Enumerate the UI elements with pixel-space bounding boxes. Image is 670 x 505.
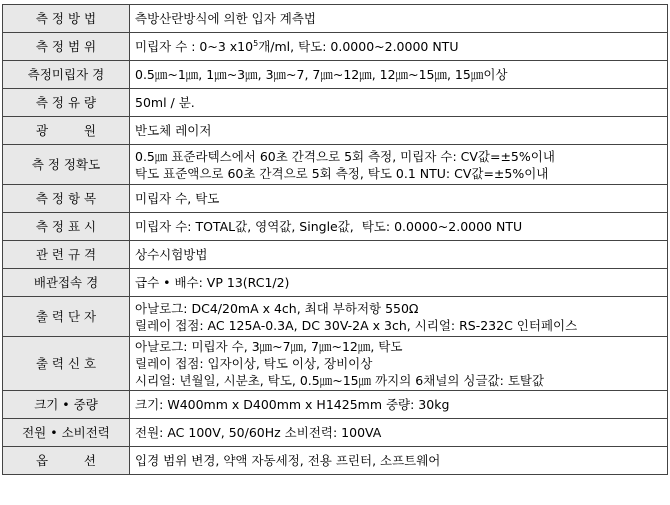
- row-label: 전원 • 소비전력: [3, 419, 130, 447]
- row-value: [130, 185, 668, 213]
- row-label: 측 정 정확도: [3, 145, 130, 185]
- table-row: [3, 213, 668, 241]
- table-row: [3, 391, 668, 419]
- table-row: [3, 89, 668, 117]
- row-label: 측 정 항 목: [3, 185, 130, 213]
- spec-table: [2, 4, 668, 475]
- row-label: 측정미립자 경: [3, 61, 130, 89]
- row-value: [130, 391, 668, 419]
- row-value: [130, 297, 668, 337]
- table-row: [3, 297, 668, 337]
- row-value: [130, 117, 668, 145]
- value-text: 개/ml, 탁도: 0.0000~2.0000 NTU: [258, 39, 459, 54]
- table-row: [3, 5, 668, 33]
- row-value: [130, 419, 668, 447]
- value-line: 0.5㎛ 표준라텍스에서 60초 간격으로 5회 측정, 미립자 수: CV값=±5%이내: [135, 148, 555, 164]
- row-value: [130, 447, 668, 475]
- table-row: [3, 447, 668, 475]
- row-value: [130, 337, 668, 391]
- table-row: [3, 145, 668, 185]
- row-value: [130, 241, 668, 269]
- value-line: 릴레이 접점: AC 125A-0.3A, DC 30V-2A x 3ch, 시리얼: RS-232C 인터페이스: [135, 317, 578, 333]
- row-value: [130, 145, 668, 185]
- row-label: 관 련 규 격: [3, 241, 130, 269]
- row-value: [130, 89, 668, 117]
- row-label: 측 정 방 법: [3, 5, 130, 33]
- value-line: 50ml / 분.: [135, 95, 195, 110]
- table-row: [3, 241, 668, 269]
- value-line: 아날로그: DC4/20mA x 4ch, 최대 부하저항 550Ω: [135, 300, 419, 316]
- row-label: 출 력 단 자: [3, 297, 130, 337]
- value-line: 탁도 표준액으로 60초 간격으로 5회 측정, 탁도 0.1 NTU: CV값=±5%이내: [135, 165, 549, 181]
- value-line: 급수 • 배수: VP 13(RC1/2): [135, 275, 290, 290]
- row-label: 배관접속 경: [3, 269, 130, 297]
- table-row: [3, 269, 668, 297]
- value-line: 미립자 수, 탁도: [135, 191, 220, 206]
- row-value: [130, 33, 668, 61]
- value-line: 입경 범위 변경, 약액 자동세정, 전용 프린터, 소프트웨어: [135, 453, 441, 468]
- value-line: 시리얼: 년월일, 시분초, 탁도, 0.5㎛~15㎛ 까지의 6채널의 싱글값: 토탈값: [135, 373, 545, 388]
- row-value: [130, 213, 668, 241]
- row-label: 측 정 표 시: [3, 213, 130, 241]
- table-row: [3, 61, 668, 89]
- row-value: [130, 5, 668, 33]
- row-label: 측 정 범 위: [3, 33, 130, 61]
- table-row: [3, 419, 668, 447]
- row-value: [130, 61, 668, 89]
- value-line: 전원: AC 100V, 50/60Hz 소비전력: 100VA: [135, 425, 382, 440]
- table-row: [3, 117, 668, 145]
- row-label: 측 정 유 량: [3, 89, 130, 117]
- value-line: 0.5㎛~1㎛, 1㎛~3㎛, 3㎛~7, 7㎛~12㎛, 12㎛~15㎛, 15㎛이상: [135, 67, 508, 82]
- table-row: [3, 337, 668, 391]
- exponent: 5: [253, 38, 259, 48]
- value-line: 상수시험방법: [135, 247, 208, 262]
- value-line: 크기: W400mm x D400mm x H1425mm 중량: 30kg: [135, 397, 450, 412]
- table-row: [3, 185, 668, 213]
- value-line: 미립자 수: TOTAL값, 영역값, Single값, 탁도: 0.0000~2.0000 NTU: [135, 219, 523, 234]
- row-label: 옵 션: [3, 447, 130, 475]
- value-line: [135, 38, 667, 55]
- value-line: 반도체 레이저: [135, 123, 212, 138]
- row-label: 광 원: [3, 117, 130, 145]
- value-line: 릴레이 접점: 입자이상, 탁도 이상, 장비이상: [135, 356, 373, 371]
- row-label: 출 력 신 호: [3, 337, 130, 391]
- row-value: [130, 269, 668, 297]
- spec-sheet: [2, 4, 668, 475]
- row-label: 크기 • 중량: [3, 391, 130, 419]
- table-row: [3, 33, 668, 61]
- value-line: 아날로그: 미립자 수, 3㎛~7㎛, 7㎛~12㎛, 탁도: [135, 339, 403, 354]
- value-line: 측방산란방식에 의한 입자 계측법: [135, 11, 316, 26]
- value-text: 미립자 수 : 0~3 x10: [135, 39, 254, 54]
